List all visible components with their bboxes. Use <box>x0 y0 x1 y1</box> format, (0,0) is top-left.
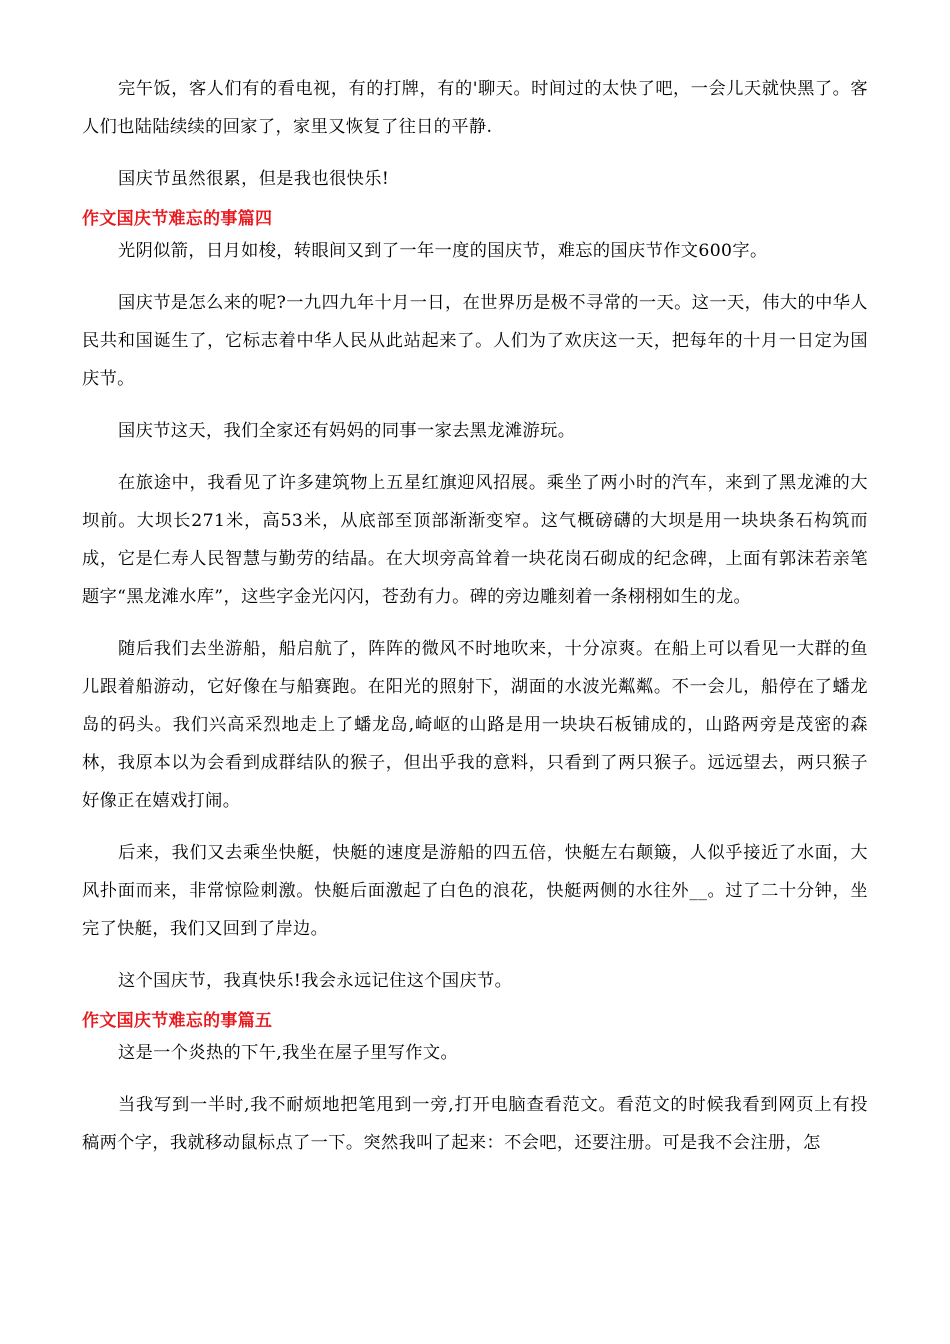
section-four <box>82 206 868 1000</box>
section-five-heading: 作文国庆节难忘的事篇五 <box>82 1011 273 1031</box>
paragraph: 国庆节是怎么来的呢?一九四九年十月一日，在世界历是极不寻常的一天。这一天，伟大的中华人民共和国诞生了，它标志着中华人民从此站起来了。人们为了欢庆这一天，把每年的十月一日定为国庆节。 <box>82 293 868 389</box>
paragraph: 光阴似箭，日月如梭，转眼间又到了一年一度的国庆节，难忘的国庆节作文600字。 <box>118 241 768 261</box>
paragraph: 这个国庆节，我真快乐!我会永远记住这个国庆节。 <box>118 971 513 991</box>
section-four-heading: 作文国庆节难忘的事篇四 <box>82 209 273 229</box>
paragraph: 在旅途中，我看见了许多建筑物上五星红旗迎风招展。乘坐了两小时的汽车，来到了黑龙滩的大坝前。大坝长271米，高53米，从底部至顶部渐渐变窄。这气概磅礴的大坝是用一块块条石构筑而成，它是仁寿人民智慧与勤劳的结晶。在大坝旁高耸着一块花岗石砌成的纪念碑，上面有郭沫若亲笔题字“黑龙滩水库”，这些字金光闪闪，苍劲有力。碑的旁边雕刻着一条栩栩如生的龙。 <box>82 473 868 607</box>
paragraph: 随后我们去坐游船，船启航了，阵阵的微风不时地吹来，十分凉爽。在船上可以看见一大群的鱼儿跟着船游动，它好像在与船赛跑。在阳光的照射下，湖面的水波光粼粼。不一会儿，船停在了蟠龙岛的码头。我们兴高采烈地走上了蟠龙岛,崎岖的山路是用一块块石板铺成的，山路两旁是茂密的森林，我原本以为会看到成群结队的猴子，但出乎我的意料，只看到了两只猴子。远远望去，两只猴子好像正在嬉戏打闹。 <box>82 639 868 811</box>
section-five <box>82 1008 868 1162</box>
paragraph: 后来，我们又去乘坐快艇，快艇的速度是游船的四五倍，快艇左右颠簸，人似乎接近了水面，大风扑面而来，非常惊险刺激。快艇后面激起了白色的浪花，快艇两侧的水往外__。过了二十分钟，坐完了快艇，我们又回到了岸边。 <box>82 843 868 939</box>
document-body <box>82 70 868 1176</box>
paragraph: 国庆节这天，我们全家还有妈妈的同事一家去黑龙滩游玩。 <box>118 421 576 441</box>
paragraph: 完午饭，客人们有的看电视，有的打牌，有的'聊天。时间过的太快了吧，一会儿天就快黑了。客人们也陆陆续续的回家了，家里又恢复了往日的平静. <box>82 79 868 137</box>
paragraph: 这是一个炎热的下午,我坐在屋子里写作文。 <box>118 1043 459 1063</box>
paragraph: 国庆节虽然很累，但是我也很快乐! <box>118 169 390 189</box>
paragraph: 当我写到一半时,我不耐烦地把笔甩到一旁,打开电脑查看范文。看范文的时候我看到网页上有投稿两个字，我就移动鼠标点了一下。突然我叫了起来：不会吧，还要注册。可是我不会注册，怎 <box>82 1095 868 1153</box>
